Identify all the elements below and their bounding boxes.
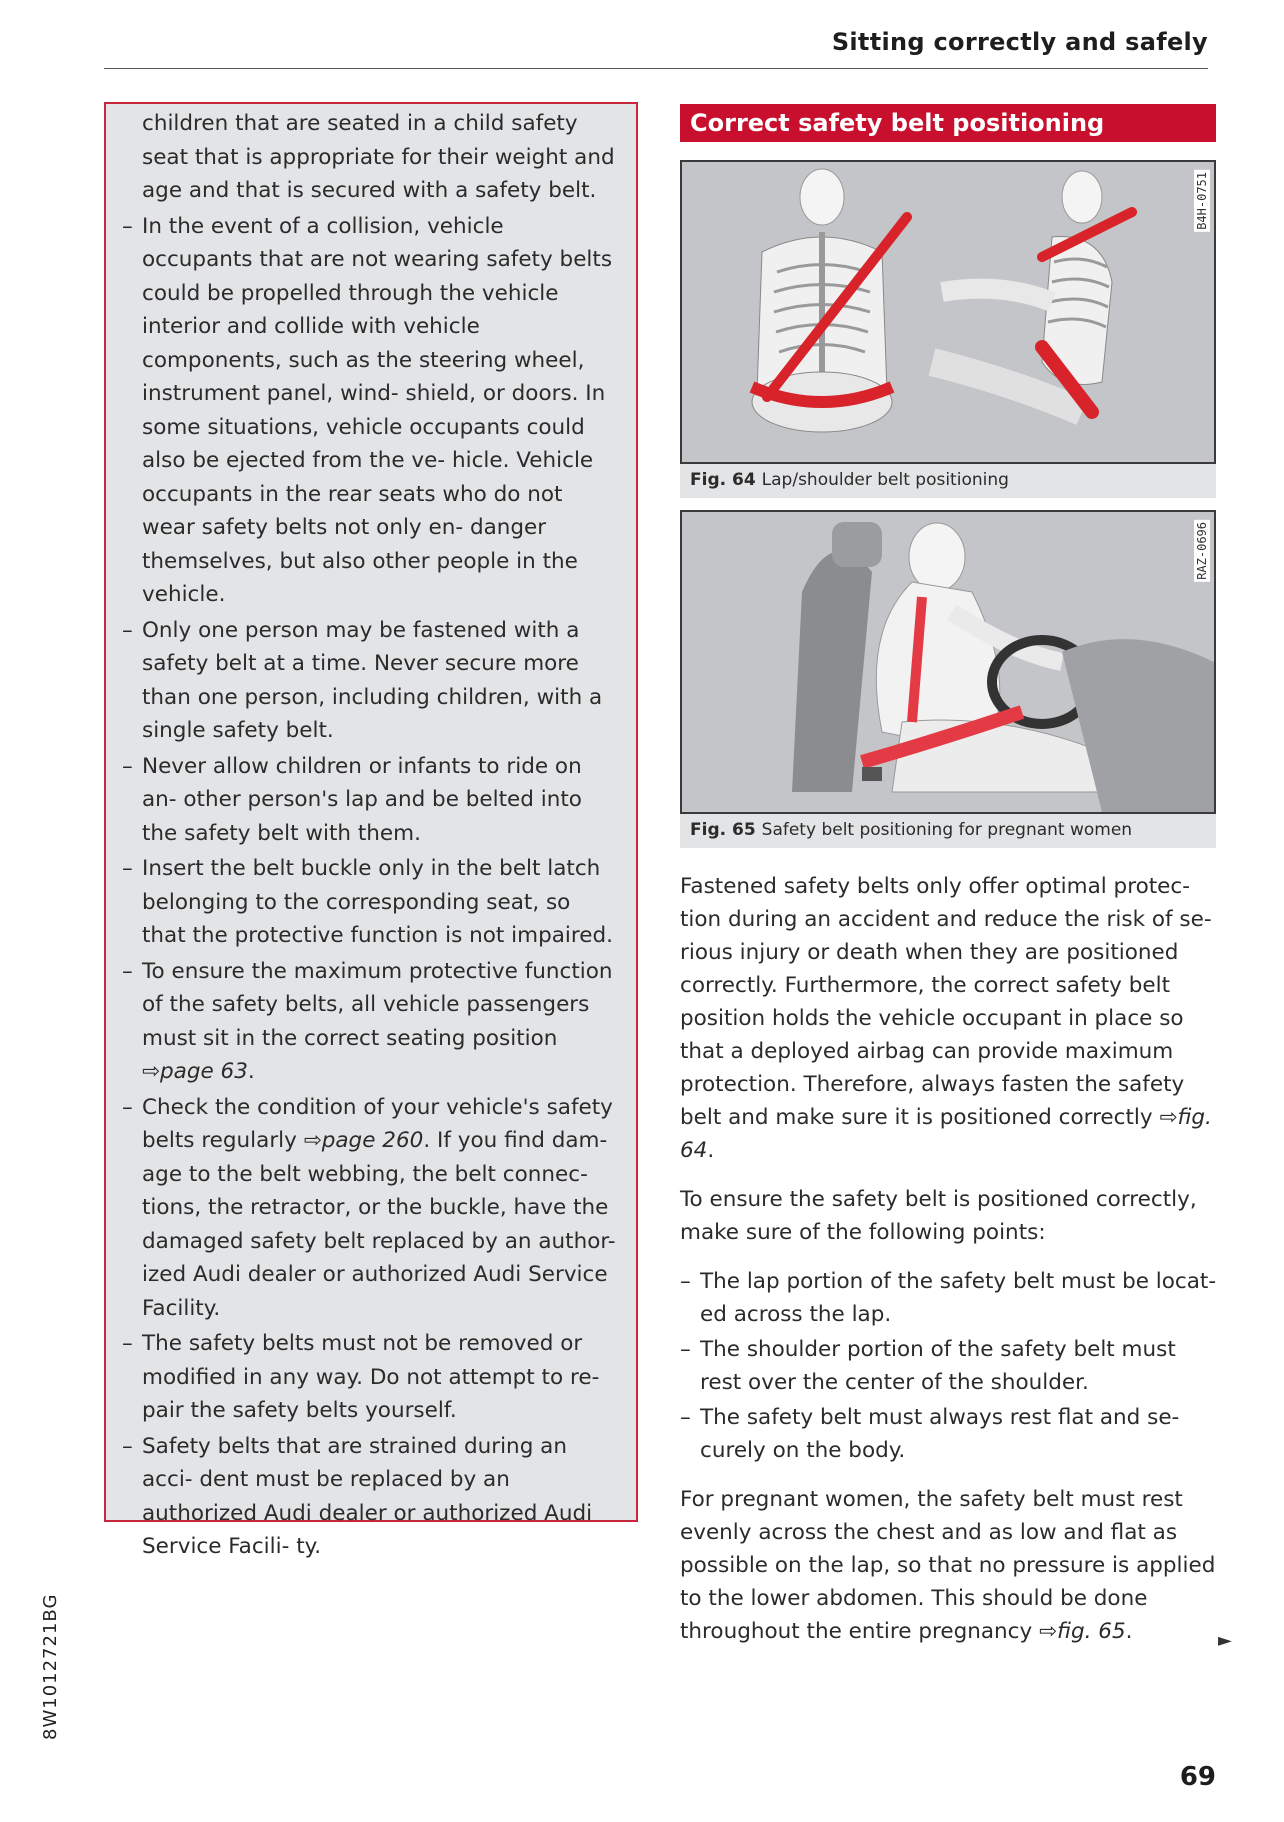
- list-item: – The safety belt must always rest flat and se- curely on the body.: [680, 1401, 1220, 1467]
- figure-code: B4H-0751: [1195, 172, 1209, 230]
- warning-lead: children that are seated in a child safety seat that is appropriate for their weight and age and that is secured with a safety belt.: [142, 111, 615, 203]
- page-reference-link[interactable]: ⇨page 260: [303, 1128, 424, 1153]
- warning-item: – To ensure the maximum protective function of the safety belts, all vehicle passengers must sit in the correct seating position ⇨page 63.: [122, 955, 618, 1089]
- warning-item: – The safety belts must not be removed or modified in any way. Do not attempt to re- pair the safety belts yourself.: [122, 1327, 618, 1428]
- figure-65: [680, 510, 1216, 848]
- body-text: [680, 870, 1220, 1664]
- body-paragraph: For pregnant women, the safety belt must rest evenly across the chest and as low and flat as possible on the lap, so that no pressure is applied to the lower abdomen. This should be done throughout the entire pregnancy ⇨fig. 65.: [680, 1487, 1216, 1644]
- page-reference-link[interactable]: ⇨page 63: [142, 1059, 248, 1084]
- figure-reference-link[interactable]: ⇨fig. 64: [680, 1105, 1212, 1163]
- warning-item: – Safety belts that are strained during an acci- dent must be replaced by an authorized Audi dealer or authorized Audi Service Facili- ty.: [122, 1430, 618, 1564]
- figure-caption: Fig. 65 Safety belt positioning for pregnant women: [690, 820, 1133, 840]
- warning-list: [122, 210, 618, 1564]
- section-heading: Correct safety belt positioning: [680, 104, 1216, 142]
- figure-64: [680, 160, 1216, 498]
- body-paragraph: To ensure the safety belt is positioned correctly, make sure of the following points:: [680, 1187, 1197, 1245]
- figure-caption: Fig. 64 Lap/shoulder belt positioning: [690, 470, 1009, 490]
- warning-item: – Check the condition of your vehicle's safety belts regularly ⇨page 260. If you find dam- age to the belt webbing, the belt connec- tions, the retractor, or the buckle, have the damaged safety belt replaced by an author- ized Audi dealer or authorized Audi Service Facility.: [122, 1091, 618, 1326]
- body-paragraph: Fastened safety belts only offer optimal protec- tion during an accident and reduce the risk of se- rious injury or death when they are positioned correctly. Furthermore, the correct safety belt position holds the vehicle occupant in place so that a deployed airbag can provide maximum protection. Therefore, always fasten the safety belt and make sure it is positioned correctly ⇨fig. 64.: [680, 874, 1212, 1163]
- warning-item: – Only one person may be fastened with a safety belt at a time. Never secure more than one person, including children, with a single safety belt.: [122, 614, 618, 748]
- warning-item: – Insert the belt buckle only in the belt latch belonging to the corresponding seat, so that the protective function is not impaired.: [122, 852, 618, 953]
- skeleton-belt-illustration: [682, 162, 1214, 462]
- warning-item: – In the event of a collision, vehicle occupants that are not wearing safety belts could be propelled through the vehicle interior and collide with vehicle components, such as the steering wheel, instrument panel, wind- shield, or doors. In some situations, vehicle occupants could also be ejected from the ve- hicle. Vehicle occupants in the rear seats who do not wear safety belts not only en- danger themselves, but also other people in the vehicle.: [122, 210, 618, 612]
- running-header: Sitting correctly and safely: [831, 28, 1208, 56]
- figure-64-illustration: [680, 160, 1216, 464]
- list-item: – The lap portion of the safety belt must be locat- ed across the lap.: [680, 1265, 1220, 1331]
- figure-65-illustration: [680, 510, 1216, 814]
- page-number: 69: [1179, 1762, 1216, 1792]
- document-code: 8W1012721BG: [40, 1593, 61, 1740]
- warning-item: – Never allow children or infants to ride on an- other person's lap and be belted into the safety belt with them.: [122, 750, 618, 851]
- figure-reference-link[interactable]: ⇨fig. 65: [1039, 1619, 1126, 1644]
- pregnant-belt-illustration: [682, 512, 1214, 812]
- continue-arrow-icon: ►: [1218, 1630, 1232, 1651]
- warning-box: [104, 102, 638, 1559]
- points-list: [680, 1265, 1220, 1467]
- header-divider: [104, 68, 1208, 69]
- figure-code: RAZ-0696: [1195, 522, 1209, 580]
- list-item: – The shoulder portion of the safety belt must rest over the center of the shoulder.: [680, 1333, 1220, 1399]
